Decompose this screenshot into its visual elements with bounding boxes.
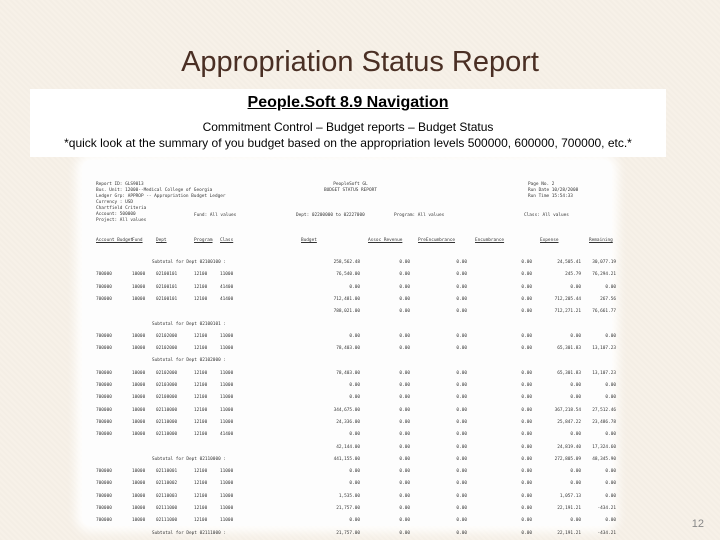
table-cell: 24,819.40 — [557, 444, 581, 450]
table-cell: 0.00 — [521, 272, 532, 278]
table-cell: 10000 — [132, 518, 146, 524]
banner-note: *quick look at the summary of you budget based on the appropriation levels 500000, 600000, 700000, etc.* — [64, 136, 632, 150]
table-cell: 0.00 — [521, 481, 532, 487]
column-header: Dept — [156, 238, 167, 243]
table-cell: 0.00 — [521, 346, 532, 352]
table-cell: 0.00 — [605, 395, 616, 401]
table-cell: 0.00 — [521, 444, 532, 450]
table-cell: 700000 — [96, 272, 112, 278]
table-cell: 02102000 — [156, 346, 178, 352]
column-header: Class — [220, 238, 234, 243]
table-cell: 11000 — [220, 518, 234, 524]
table-cell: 11000 — [220, 493, 234, 499]
table-cell: 11000 — [220, 383, 234, 388]
header-left-line: Project: All values — [96, 218, 147, 223]
table-cell: 12100 — [194, 383, 208, 388]
header-left-line: Account: 500000 — [96, 212, 136, 217]
table-cell: 0.00 — [399, 407, 410, 413]
table-cell: 0.00 — [521, 260, 532, 265]
table-cell: 0.00 — [456, 456, 467, 462]
table-cell: 700000 — [96, 370, 112, 376]
slide-title: Appropriation Status Report — [181, 46, 539, 78]
table-cell: 41400 — [220, 432, 234, 438]
table-cell: 0.00 — [456, 296, 467, 302]
table-cell: 0.00 — [521, 284, 532, 290]
table-cell: 11000 — [220, 346, 234, 352]
table-cell: 22,191.21 — [557, 530, 581, 536]
table-cell: 0.00 — [605, 518, 616, 524]
table-cell: 0.00 — [521, 333, 532, 339]
table-cell: 02110001 — [156, 469, 178, 475]
subtotal-label: Subtotal for Dept 02100101 : — [152, 321, 227, 327]
table-cell: 10000 — [132, 370, 146, 376]
table-cell: 12100 — [194, 346, 208, 352]
table-cell: 21,757.00 — [336, 530, 360, 536]
table-cell: 0.00 — [456, 407, 467, 413]
table-cell: 02110003 — [156, 493, 178, 499]
table-cell: 0.00 — [570, 518, 581, 524]
criteria-item: Fund: All values — [194, 213, 237, 218]
column-header: Fund — [132, 238, 143, 243]
table-cell: 700000 — [96, 419, 112, 425]
table-cell: 12100 — [194, 481, 208, 487]
table-cell: 0.00 — [399, 333, 410, 339]
table-cell: 0.00 — [349, 383, 360, 388]
table-cell: 02102000 — [156, 333, 178, 339]
table-cell: 0.00 — [349, 432, 360, 438]
table-cell: 10000 — [132, 481, 146, 487]
table-cell: 27,512.46 — [592, 407, 616, 413]
table-cell: 25,847.22 — [557, 419, 581, 425]
table-cell: 700000 — [96, 469, 112, 475]
table-cell: 78,403.00 — [336, 370, 360, 376]
table-cell: 0.00 — [399, 518, 410, 524]
table-cell: 700000 — [96, 432, 112, 438]
table-cell: 0.00 — [456, 444, 467, 450]
table-cell: 10000 — [132, 407, 146, 413]
table-cell: 0.00 — [570, 333, 581, 339]
table-cell: 02110002 — [156, 481, 178, 487]
table-cell: 02110000 — [156, 432, 178, 438]
table-cell: 0.00 — [456, 481, 467, 487]
table-cell: 0.00 — [521, 518, 532, 524]
table-cell: 76,294.21 — [592, 272, 616, 278]
table-cell: 10000 — [132, 333, 146, 339]
column-header: Assoc Revenue — [368, 238, 403, 243]
table-cell: 42,144.00 — [336, 444, 360, 450]
table-cell: 0.00 — [521, 419, 532, 425]
table-cell: 0.00 — [456, 370, 467, 376]
table-cell: 0.00 — [521, 407, 532, 413]
table-cell: 10000 — [132, 395, 146, 401]
table-cell: 10000 — [132, 432, 146, 438]
table-cell: 0.00 — [605, 333, 616, 339]
table-cell: 0.00 — [521, 383, 532, 388]
table-cell: 0.00 — [399, 383, 410, 388]
table-cell: 12100 — [194, 272, 208, 278]
table-cell: 700000 — [96, 395, 112, 401]
header-right-line: Page No. 2 — [528, 182, 555, 187]
table-cell: 11000 — [220, 333, 234, 339]
table-cell: 12100 — [194, 469, 208, 475]
table-cell: 12100 — [194, 370, 208, 376]
table-cell: 0.00 — [399, 493, 410, 499]
table-cell: 0.00 — [399, 456, 410, 462]
table-cell: 0.00 — [399, 506, 410, 511]
table-cell: 24,336.00 — [336, 419, 360, 425]
table-cell: 02108000 — [156, 395, 178, 401]
table-cell: 11000 — [220, 506, 234, 511]
table-cell: 0.00 — [456, 284, 467, 290]
table-cell: 76,661.77 — [592, 309, 616, 315]
table-cell: 0.00 — [605, 481, 616, 487]
table-cell: 712,271.21 — [554, 309, 581, 315]
table-cell: 41400 — [220, 296, 234, 302]
table-cell: 0.00 — [521, 370, 532, 376]
table-cell: 0.00 — [399, 481, 410, 487]
table-cell: 1,535.00 — [338, 493, 360, 499]
subtotal-label: Subtotal for Dept 02102000 : — [152, 358, 227, 364]
table-cell: 0.00 — [399, 395, 410, 401]
table-cell: 700000 — [96, 296, 112, 302]
table-cell: 700000 — [96, 407, 112, 413]
header-center-line: BUDGET STATUS REPORT — [324, 188, 377, 193]
report-header-right — [528, 182, 578, 200]
table-cell: 0.00 — [521, 432, 532, 438]
table-cell: 02100101 — [156, 284, 178, 290]
table-cell: 12100 — [194, 518, 208, 524]
table-cell: 0.00 — [456, 493, 467, 499]
header-left-line: Currency : USD — [96, 200, 134, 205]
report-header-center — [324, 182, 377, 194]
table-cell: 02111000 — [156, 506, 178, 511]
table-cell: 0.00 — [349, 469, 360, 475]
table-cell: 10000 — [132, 506, 146, 511]
table-cell: 0.00 — [349, 284, 360, 290]
table-cell: 0.00 — [456, 395, 467, 401]
navigation-path: Commitment Control – Budget reports – Budget Status — [202, 120, 494, 134]
table-cell: 76,540.00 — [336, 272, 360, 278]
table-cell: 700000 — [96, 333, 112, 339]
table-cell: 0.00 — [521, 506, 532, 511]
header-left-line: Ledger Grp: APPROP -- Appropriation Budget Ledger — [96, 194, 226, 199]
table-cell: 712,481.00 — [333, 296, 360, 302]
table-cell: 700000 — [96, 284, 112, 290]
table-cell: 30,077.19 — [592, 260, 616, 265]
column-header: Program — [194, 238, 213, 243]
table-cell: 700000 — [96, 506, 112, 511]
table-cell: 10000 — [132, 469, 146, 475]
criteria-item: Class: All values — [524, 213, 569, 218]
header-left-line: Chartfield Criteria — [96, 206, 147, 211]
table-cell: 0.00 — [605, 284, 616, 290]
table-cell: 0.00 — [521, 296, 532, 302]
table-cell: -434.21 — [597, 530, 616, 536]
table-cell: 02110000 — [156, 419, 178, 425]
table-cell: 0.00 — [521, 309, 532, 315]
table-cell: 0.00 — [399, 346, 410, 352]
table-cell: 0.00 — [456, 309, 467, 315]
budget-status-report — [96, 176, 616, 536]
table-cell: 41400 — [220, 284, 234, 290]
table-cell: 21,757.00 — [336, 506, 360, 511]
table-cell: 11000 — [220, 272, 234, 278]
table-cell: 0.00 — [399, 296, 410, 302]
table-cell: 344,675.00 — [333, 407, 360, 413]
table-cell: 272,805.09 — [554, 456, 581, 462]
table-cell: 0.00 — [570, 284, 581, 290]
table-cell: 12100 — [194, 506, 208, 511]
table-cell: 11000 — [220, 469, 234, 475]
table-cell: 0.00 — [399, 309, 410, 315]
table-cell: 700000 — [96, 518, 112, 524]
subtotal-label: Subtotal for Dept 02110000 : — [152, 456, 227, 462]
table-cell: 0.00 — [349, 481, 360, 487]
table-cell: 10000 — [132, 383, 146, 388]
table-cell: -434.21 — [597, 506, 616, 511]
table-cell: 10000 — [132, 493, 146, 499]
table-cell: 23,486.78 — [592, 419, 616, 425]
table-cell: 12100 — [194, 407, 208, 413]
table-cell: 12100 — [194, 419, 208, 425]
table-cell: 65,301.83 — [557, 346, 581, 352]
column-header: PreEncumbrance — [418, 238, 456, 243]
table-cell: 0.00 — [521, 493, 532, 499]
table-cell: 10000 — [132, 272, 146, 278]
table-cell: 0.00 — [456, 419, 467, 425]
table-cell: 02103000 — [156, 383, 178, 388]
table-cell: 0.00 — [349, 518, 360, 524]
table-cell: 0.00 — [456, 432, 467, 438]
table-cell: 78,403.00 — [336, 346, 360, 352]
table-cell: 267.56 — [600, 296, 616, 302]
table-cell: 10000 — [132, 284, 146, 290]
table-cell: 0.00 — [399, 370, 410, 376]
table-cell: 11000 — [220, 419, 234, 425]
table-cell: 0.00 — [399, 444, 410, 450]
table-cell: 0.00 — [456, 272, 467, 278]
table-cell: 02111000 — [156, 518, 178, 524]
table-cell: 700000 — [96, 493, 112, 499]
table-cell: 0.00 — [349, 333, 360, 339]
table-cell: 11000 — [220, 481, 234, 487]
table-cell: 788,021.00 — [333, 309, 360, 315]
table-cell: 0.00 — [456, 383, 467, 388]
banner-title: People.Soft 8.9 Navigation — [247, 94, 449, 111]
table-cell: 1,057.13 — [559, 493, 581, 499]
table-cell: 0.00 — [456, 506, 467, 511]
table-cell: 0.00 — [456, 469, 467, 475]
criteria-item: Dept: 02200000 to 02227000 — [296, 213, 365, 218]
table-cell: 0.00 — [570, 395, 581, 401]
table-cell: 441,155.00 — [333, 456, 360, 462]
table-cell: 12100 — [194, 432, 208, 438]
page-number: 12 — [691, 518, 704, 530]
table-cell: 10000 — [132, 296, 146, 302]
column-header: Remaining — [589, 238, 613, 243]
header-right-line: Run Time 15:54:33 — [528, 194, 573, 199]
table-cell: 10000 — [132, 346, 146, 352]
table-cell: 0.00 — [605, 469, 616, 475]
header-left-line: Bus. Unit: 12000--Medical College of Georgia — [96, 188, 213, 193]
table-cell: 12100 — [194, 395, 208, 401]
header-left-line: Report ID: GLS9013 — [96, 182, 144, 187]
subtotal-label: Subtotal for Dept 02111000 : — [152, 530, 227, 536]
table-cell: 65,301.83 — [557, 370, 581, 376]
table-cell: 0.00 — [605, 493, 616, 499]
table-cell: 10000 — [132, 419, 146, 425]
column-header: Account Budget — [96, 238, 134, 243]
table-cell: 02110000 — [156, 407, 178, 413]
table-cell: 258,562.48 — [333, 260, 360, 265]
table-cell: 17,324.60 — [592, 444, 616, 450]
table-cell: 0.00 — [521, 530, 532, 536]
table-cell: 0.00 — [521, 469, 532, 475]
table-cell: 0.00 — [456, 518, 467, 524]
table-cell: 0.00 — [349, 395, 360, 401]
table-cell: 0.00 — [570, 383, 581, 388]
table-cell: 12100 — [194, 493, 208, 499]
table-cell: 0.00 — [456, 530, 467, 536]
table-cell: 12100 — [194, 333, 208, 339]
table-cell: 48,345.90 — [592, 456, 616, 462]
table-cell: 712,205.44 — [554, 296, 581, 302]
table-cell: 0.00 — [570, 481, 581, 487]
table-cell: 12100 — [194, 296, 208, 302]
header-center-line: PeopleSoft GL — [333, 182, 368, 187]
table-cell: 02100101 — [156, 296, 178, 302]
table-cell: 11000 — [220, 370, 234, 376]
criteria-item: Program: All values — [394, 213, 445, 218]
table-cell: 700000 — [96, 346, 112, 352]
table-cell: 0.00 — [605, 383, 616, 388]
header-right-line: Run Date 10/28/2008 — [528, 188, 579, 193]
subtotal-label: Subtotal for Dept 02100100 : — [152, 260, 227, 265]
column-header: Budget — [301, 238, 317, 243]
table-cell: 0.00 — [570, 469, 581, 475]
table-cell: 367,218.54 — [554, 407, 581, 413]
table-cell: 13,107.23 — [592, 346, 616, 352]
column-header: Expense — [540, 238, 559, 243]
table-cell: 02102000 — [156, 370, 178, 376]
table-cell: 0.00 — [399, 260, 410, 265]
table-cell: 0.00 — [456, 346, 467, 352]
table-cell: 11000 — [220, 395, 234, 401]
table-cell: 24,505.41 — [557, 260, 581, 265]
table-cell: 22,191.21 — [557, 506, 581, 511]
table-cell: 0.00 — [399, 272, 410, 278]
table-cell: 11000 — [220, 407, 234, 413]
navigation-banner — [30, 89, 666, 157]
table-cell: 0.00 — [399, 419, 410, 425]
table-cell: 0.00 — [399, 530, 410, 536]
table-cell: 0.00 — [399, 469, 410, 475]
column-header: Encumbrance — [475, 238, 505, 243]
table-cell: 02100101 — [156, 272, 178, 278]
table-cell: 0.00 — [399, 432, 410, 438]
table-cell: 0.00 — [521, 456, 532, 462]
table-cell: 0.00 — [456, 333, 467, 339]
table-cell: 12100 — [194, 284, 208, 290]
table-cell: 700000 — [96, 383, 112, 388]
table-cell: 0.00 — [456, 260, 467, 265]
table-cell: 0.00 — [521, 395, 532, 401]
table-cell: 13,107.23 — [592, 370, 616, 376]
table-cell: 0.00 — [605, 432, 616, 438]
table-cell: 700000 — [96, 481, 112, 487]
table-cell: 0.00 — [399, 284, 410, 290]
table-cell: 245.79 — [565, 272, 581, 278]
table-cell: 0.00 — [570, 432, 581, 438]
